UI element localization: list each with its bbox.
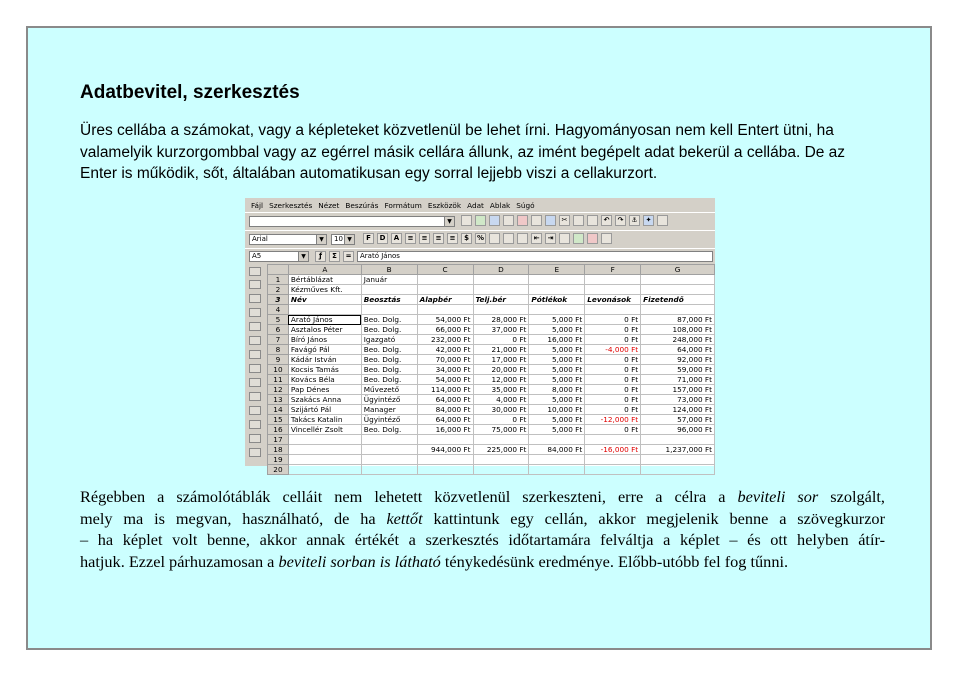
- table-row: [268, 325, 715, 335]
- search-icon[interactable]: [249, 364, 261, 373]
- cell[interactable]: 5,000 Ft: [529, 395, 585, 405]
- menu-item[interactable]: Szerkesztés: [269, 200, 313, 210]
- cell[interactable]: Kocsis Tamás: [288, 365, 361, 375]
- cell[interactable]: Kádár István: [288, 355, 361, 365]
- cell[interactable]: Beosztás: [361, 295, 417, 305]
- cell[interactable]: [585, 455, 641, 465]
- cell[interactable]: Január: [361, 275, 417, 285]
- cell[interactable]: 0 Ft: [585, 405, 641, 415]
- cell[interactable]: 28,000 Ft: [473, 315, 529, 325]
- cell[interactable]: [473, 285, 529, 295]
- cell[interactable]: [473, 465, 529, 475]
- row-header[interactable]: 4: [268, 305, 289, 315]
- cell[interactable]: 5,000 Ft: [529, 425, 585, 435]
- cell-reference: A5: [252, 252, 262, 260]
- column-header-row: [268, 265, 715, 275]
- column-header[interactable]: A: [288, 265, 361, 275]
- explanation-paragraph: [80, 486, 885, 572]
- cell[interactable]: 944,000 Ft: [417, 445, 473, 455]
- row-header[interactable]: 5: [268, 315, 289, 325]
- cell[interactable]: [473, 275, 529, 285]
- cell[interactable]: 20,000 Ft: [473, 365, 529, 375]
- cell[interactable]: 1,237,000 Ft: [641, 445, 715, 455]
- cell[interactable]: 232,000 Ft: [417, 335, 473, 345]
- cell[interactable]: [361, 305, 417, 315]
- table-row: [268, 385, 715, 395]
- table-row: [268, 455, 715, 465]
- cell[interactable]: 248,000 Ft: [641, 335, 715, 345]
- menu-item[interactable]: Formátum: [384, 200, 422, 210]
- intro-paragraph: Üres cellába a számokat, vagy a képleteket közvetlenül be lehet írni. Hagyományosan nem kell Entert ütni, ha valamelyik kurzorgombbal vagy az egérrel másik cellára állunk, az imént begépelt adat bekerül a cellába. De az Enter is működik, sőt, általában automatikusan egy sorral lejjebb viszi a cellakurzort.: [80, 122, 846, 182]
- cell[interactable]: Manager: [361, 405, 417, 415]
- cell[interactable]: [641, 275, 715, 285]
- cell[interactable]: Levonások: [585, 295, 641, 305]
- autospellcheck-icon[interactable]: [249, 350, 261, 359]
- cell[interactable]: Fizetendő: [641, 295, 715, 305]
- row-header[interactable]: 10: [268, 365, 289, 375]
- chevron-down-icon[interactable]: ▼: [316, 235, 326, 244]
- sheet-table: [267, 264, 715, 475]
- menu-item[interactable]: Fájl: [251, 200, 264, 210]
- cell[interactable]: Szakács Anna: [288, 395, 361, 405]
- cell[interactable]: -4,000 Ft: [585, 345, 641, 355]
- cell[interactable]: Pap Dénes: [288, 385, 361, 395]
- row-header[interactable]: 11: [268, 375, 289, 385]
- spreadsheet-screenshot: [245, 198, 715, 474]
- cut-icon[interactable]: ✂: [559, 215, 570, 226]
- cell[interactable]: 12,000 Ft: [473, 375, 529, 385]
- row-header[interactable]: 6: [268, 325, 289, 335]
- cell[interactable]: Beo. Dolg.: [361, 315, 417, 325]
- copy-icon[interactable]: [573, 215, 584, 226]
- menu-item[interactable]: Adat: [467, 200, 484, 210]
- tools-sidebar: [245, 264, 268, 466]
- table-row: [268, 395, 715, 405]
- cell[interactable]: Telj.bér: [473, 295, 529, 305]
- table-row: [268, 305, 715, 315]
- print-icon[interactable]: [531, 215, 542, 226]
- row-header[interactable]: 3: [268, 295, 289, 305]
- page-title: Adatbevitel, szerkesztés: [80, 82, 300, 103]
- row-header[interactable]: 12: [268, 385, 289, 395]
- cell[interactable]: -16,000 Ft: [585, 445, 641, 455]
- delete-decimal-icon[interactable]: [517, 233, 528, 244]
- cell[interactable]: 70,000 Ft: [417, 355, 473, 365]
- row-header[interactable]: 14: [268, 405, 289, 415]
- cell[interactable]: 5,000 Ft: [529, 315, 585, 325]
- edit-file-icon[interactable]: [461, 215, 472, 226]
- equals-icon[interactable]: =: [343, 251, 354, 262]
- cell[interactable]: 84,000 Ft: [529, 445, 585, 455]
- font-size-select[interactable]: [331, 234, 355, 245]
- decrease-indent-icon[interactable]: ⇤: [531, 233, 542, 244]
- cell[interactable]: Alapbér: [417, 295, 473, 305]
- cell[interactable]: 30,000 Ft: [473, 405, 529, 415]
- cell[interactable]: 5,000 Ft: [529, 365, 585, 375]
- cell[interactable]: [361, 285, 417, 295]
- function-wizard-icon[interactable]: ƒ: [315, 251, 326, 262]
- cell[interactable]: [288, 445, 361, 455]
- cell[interactable]: Művezető: [361, 385, 417, 395]
- formula-bar: [245, 248, 715, 265]
- table-row: [268, 425, 715, 435]
- cell[interactable]: 64,000 Ft: [417, 395, 473, 405]
- cell[interactable]: [361, 455, 417, 465]
- table-row: [268, 355, 715, 365]
- increase-indent-icon[interactable]: ⇥: [545, 233, 556, 244]
- row-header[interactable]: 8: [268, 345, 289, 355]
- cell[interactable]: [417, 465, 473, 475]
- font-size-value: 10: [334, 235, 343, 243]
- text-run: hatjuk. Ezzel párhuzamosan a: [80, 551, 279, 571]
- cell[interactable]: 0 Ft: [585, 355, 641, 365]
- cell[interactable]: Beo. Dolg.: [361, 325, 417, 335]
- cell[interactable]: 42,000 Ft: [417, 345, 473, 355]
- cell[interactable]: 73,000 Ft: [641, 395, 715, 405]
- insert-icon[interactable]: [249, 267, 261, 276]
- cell[interactable]: Pótlékok: [529, 295, 585, 305]
- row-header[interactable]: 2: [268, 285, 289, 295]
- emphasis-beviteli-sor: beviteli sor: [737, 487, 819, 506]
- cell[interactable]: [288, 435, 361, 445]
- cell[interactable]: 0 Ft: [585, 315, 641, 325]
- text-run: Régebben a számolótáblák celláit nem lehetett közvetlenül szerkeszteni, erre a célra a: [80, 487, 738, 506]
- cell[interactable]: 5,000 Ft: [529, 375, 585, 385]
- cell[interactable]: [585, 275, 641, 285]
- binoculars-icon[interactable]: [249, 378, 261, 387]
- pdf-icon[interactable]: [517, 215, 528, 226]
- cell[interactable]: Kézműves Kft.: [288, 285, 361, 295]
- cell[interactable]: 64,000 Ft: [641, 345, 715, 355]
- cell[interactable]: 0 Ft: [585, 375, 641, 385]
- column-header[interactable]: F: [585, 265, 641, 275]
- cell[interactable]: 124,000 Ft: [641, 405, 715, 415]
- cell[interactable]: Favágó Pál: [288, 345, 361, 355]
- paragraph-line-1: [80, 486, 885, 508]
- cell[interactable]: [585, 285, 641, 295]
- cell[interactable]: 92,000 Ft: [641, 355, 715, 365]
- paste-icon[interactable]: [587, 215, 598, 226]
- row-header[interactable]: 1: [268, 275, 289, 285]
- cell[interactable]: 5,000 Ft: [529, 325, 585, 335]
- cell[interactable]: [529, 465, 585, 475]
- cell[interactable]: 0 Ft: [585, 325, 641, 335]
- cell[interactable]: [641, 465, 715, 475]
- table-row: [268, 405, 715, 415]
- column-header[interactable]: C: [417, 265, 473, 275]
- underline-icon[interactable]: A: [391, 233, 402, 244]
- formatting-toolbar: [245, 230, 715, 249]
- cell[interactable]: [529, 275, 585, 285]
- cell[interactable]: Beo. Dolg.: [361, 365, 417, 375]
- column-header[interactable]: D: [473, 265, 529, 275]
- show-draw-functions-icon[interactable]: [601, 233, 612, 244]
- justify-icon[interactable]: ≡: [447, 233, 458, 244]
- add-decimal-icon[interactable]: [503, 233, 514, 244]
- cell[interactable]: 0 Ft: [473, 335, 529, 345]
- menu-item[interactable]: Beszúrás: [345, 200, 379, 210]
- save-icon[interactable]: [489, 215, 500, 226]
- table-row: [268, 415, 715, 425]
- cell[interactable]: 5,000 Ft: [529, 415, 585, 425]
- paragraph-line-3: [80, 529, 885, 551]
- menu-item[interactable]: Súgó: [516, 200, 535, 210]
- cell[interactable]: 64,000 Ft: [417, 415, 473, 425]
- font-color-icon[interactable]: [587, 233, 598, 244]
- cell[interactable]: Beo. Dolg.: [361, 355, 417, 365]
- text-run: mely ma is megvan, használható, de ha: [80, 508, 387, 528]
- cell[interactable]: [585, 465, 641, 475]
- table-row: [268, 345, 715, 355]
- cell[interactable]: 16,000 Ft: [529, 335, 585, 345]
- cell[interactable]: [529, 305, 585, 315]
- cell[interactable]: Arató János: [288, 315, 361, 325]
- table-row: [268, 365, 715, 375]
- paragraph-line-2: [80, 508, 885, 530]
- cell[interactable]: 4,000 Ft: [473, 395, 529, 405]
- insert-cells-icon[interactable]: [249, 280, 261, 289]
- text-run: ténykedésünk eredménye. Előbb-utóbb fel fog tűnni.: [440, 551, 789, 571]
- cell[interactable]: [641, 305, 715, 315]
- cell[interactable]: [641, 285, 715, 295]
- mail-icon[interactable]: [503, 215, 514, 226]
- cell[interactable]: [417, 285, 473, 295]
- paragraph-line-4: [80, 551, 885, 573]
- emphasis-beviteli-sorban: beviteli sorban is látható: [278, 551, 441, 571]
- autofilter-icon[interactable]: [249, 434, 261, 443]
- formula-value: Arató János: [360, 252, 400, 260]
- spellcheck-icon[interactable]: [545, 215, 556, 226]
- sort-az-icon[interactable]: [249, 448, 261, 457]
- standard-toolbar-icons: [461, 215, 668, 226]
- insert-chart-icon[interactable]: [249, 308, 261, 317]
- row-header[interactable]: 16: [268, 425, 289, 435]
- navigator-icon[interactable]: ✦: [643, 215, 654, 226]
- font-name-value: Arial: [252, 235, 268, 243]
- row-header[interactable]: 13: [268, 395, 289, 405]
- cell[interactable]: 0 Ft: [585, 335, 641, 345]
- font-name-select[interactable]: [249, 234, 327, 245]
- row-header[interactable]: 19: [268, 455, 289, 465]
- draw-functions-icon[interactable]: [249, 322, 261, 331]
- menu-bar: [245, 198, 715, 212]
- sort-ascending-icon[interactable]: [249, 406, 261, 415]
- cell[interactable]: [361, 465, 417, 475]
- menu-item[interactable]: Nézet: [318, 200, 340, 210]
- cell[interactable]: 35,000 Ft: [473, 385, 529, 395]
- cell[interactable]: [473, 435, 529, 445]
- table-row: [268, 315, 715, 325]
- cell[interactable]: Takács Katalin: [288, 415, 361, 425]
- sum-icon[interactable]: Σ: [329, 251, 340, 262]
- row-header[interactable]: 9: [268, 355, 289, 365]
- number-format-icon[interactable]: [489, 233, 500, 244]
- cell[interactable]: Igazgató: [361, 335, 417, 345]
- cell[interactable]: Szijártó Pál: [288, 405, 361, 415]
- column-header[interactable]: [268, 265, 289, 275]
- formula-input[interactable]: [357, 251, 713, 262]
- cell[interactable]: Kovács Béla: [288, 375, 361, 385]
- cell[interactable]: Beo. Dolg.: [361, 425, 417, 435]
- cell[interactable]: 16,000 Ft: [417, 425, 473, 435]
- percent-icon[interactable]: %: [476, 234, 484, 242]
- sheet-grid[interactable]: [267, 264, 715, 474]
- cell[interactable]: [529, 435, 585, 445]
- cell[interactable]: 157,000 Ft: [641, 385, 715, 395]
- cell[interactable]: 5,000 Ft: [529, 345, 585, 355]
- cell[interactable]: 37,000 Ft: [473, 325, 529, 335]
- text-run: – ha képlet volt benne, akkor annak értékét a szerkesztés időtartamára felváltja a képlet – és ott helyben átír-: [80, 530, 885, 549]
- cell[interactable]: Név: [288, 295, 361, 305]
- table-row: [268, 445, 715, 455]
- cell[interactable]: 75,000 Ft: [473, 425, 529, 435]
- chevron-down-icon[interactable]: ▼: [344, 235, 354, 244]
- cell[interactable]: [641, 455, 715, 465]
- emphasis-kettot: kettőt: [386, 508, 423, 528]
- filter-icon[interactable]: [249, 392, 261, 401]
- hyperlink-icon[interactable]: ⚓: [629, 215, 640, 226]
- cell[interactable]: 57,000 Ft: [641, 415, 715, 425]
- cell[interactable]: 87,000 Ft: [641, 315, 715, 325]
- cell[interactable]: 225,000 Ft: [473, 445, 529, 455]
- insert-object-icon[interactable]: [249, 294, 261, 303]
- cell[interactable]: [288, 465, 361, 475]
- undo-icon[interactable]: ↶: [601, 215, 612, 226]
- cell[interactable]: Bértáblázat: [288, 275, 361, 285]
- table-row: [268, 435, 715, 445]
- cell[interactable]: 21,000 Ft: [473, 345, 529, 355]
- row-header[interactable]: 7: [268, 335, 289, 345]
- table-row: [268, 295, 715, 305]
- currency-icon[interactable]: $: [461, 233, 472, 244]
- cell[interactable]: [417, 275, 473, 285]
- cell[interactable]: [417, 455, 473, 465]
- cell[interactable]: 114,000 Ft: [417, 385, 473, 395]
- italic-icon[interactable]: D: [377, 233, 388, 244]
- column-header[interactable]: E: [529, 265, 585, 275]
- cell[interactable]: -12,000 Ft: [585, 415, 641, 425]
- row-header[interactable]: 18: [268, 445, 289, 455]
- cell[interactable]: 54,000 Ft: [417, 375, 473, 385]
- standard-toolbar: [245, 212, 715, 231]
- cell[interactable]: [361, 445, 417, 455]
- cell[interactable]: 108,000 Ft: [641, 325, 715, 335]
- cell[interactable]: [529, 285, 585, 295]
- cell[interactable]: Beo. Dolg.: [361, 375, 417, 385]
- cell[interactable]: [529, 455, 585, 465]
- cell[interactable]: 5,000 Ft: [529, 355, 585, 365]
- cell[interactable]: 59,000 Ft: [641, 365, 715, 375]
- cell[interactable]: [473, 305, 529, 315]
- cell[interactable]: 10,000 Ft: [529, 405, 585, 415]
- chevron-down-icon[interactable]: ▼: [298, 252, 308, 261]
- table-row: [268, 335, 715, 345]
- row-header[interactable]: 17: [268, 435, 289, 445]
- cell[interactable]: Beo. Dolg.: [361, 345, 417, 355]
- sort-descending-icon[interactable]: [249, 420, 261, 429]
- edit-mode-icon[interactable]: [249, 336, 261, 345]
- redo-icon[interactable]: ↷: [615, 215, 626, 226]
- cell[interactable]: Bíró János: [288, 335, 361, 345]
- row-header[interactable]: 20: [268, 465, 289, 475]
- cell[interactable]: [417, 305, 473, 315]
- cell[interactable]: 0 Ft: [473, 415, 529, 425]
- cell[interactable]: [585, 305, 641, 315]
- cell[interactable]: 71,000 Ft: [641, 375, 715, 385]
- cell[interactable]: 84,000 Ft: [417, 405, 473, 415]
- cell[interactable]: 0 Ft: [585, 425, 641, 435]
- cell[interactable]: [417, 435, 473, 445]
- cell[interactable]: 66,000 Ft: [417, 325, 473, 335]
- cell[interactable]: [473, 455, 529, 465]
- chevron-down-icon[interactable]: ▼: [444, 217, 454, 226]
- formula-bar-icons: [315, 251, 354, 262]
- cell[interactable]: [361, 435, 417, 445]
- align-right-icon[interactable]: ≡: [433, 233, 444, 244]
- cell[interactable]: Asztalos Péter: [288, 325, 361, 335]
- cell[interactable]: 8,000 Ft: [529, 385, 585, 395]
- column-header[interactable]: B: [361, 265, 417, 275]
- cell[interactable]: 54,000 Ft: [417, 315, 473, 325]
- menu-item[interactable]: Eszközök: [427, 200, 462, 210]
- column-header[interactable]: G: [641, 265, 715, 275]
- gallery-icon[interactable]: [657, 215, 668, 226]
- align-left-icon[interactable]: ≡: [405, 233, 416, 244]
- cell[interactable]: [288, 305, 361, 315]
- cell[interactable]: 0 Ft: [585, 365, 641, 375]
- cell[interactable]: 34,000 Ft: [417, 365, 473, 375]
- formatting-toolbar-icons: [363, 233, 612, 244]
- align-center-icon[interactable]: ≡: [419, 233, 430, 244]
- table-row: [268, 465, 715, 475]
- row-header[interactable]: 15: [268, 415, 289, 425]
- text-run: szolgált,: [818, 487, 885, 506]
- borders-icon[interactable]: [559, 233, 570, 244]
- menu-item[interactable]: Ablak: [489, 200, 511, 210]
- cell[interactable]: 96,000 Ft: [641, 425, 715, 435]
- text-run: kattintunk egy cellán, akkor megjelenik benne a szövegkurzor: [422, 508, 885, 528]
- url-combo[interactable]: [249, 216, 455, 227]
- cell[interactable]: Ügyintéző: [361, 415, 417, 425]
- cell[interactable]: [641, 435, 715, 445]
- cell[interactable]: Vincellér Zsolt: [288, 425, 361, 435]
- bold-icon[interactable]: F: [363, 233, 374, 244]
- cell[interactable]: 0 Ft: [585, 395, 641, 405]
- table-row: [268, 285, 715, 295]
- name-box[interactable]: [249, 251, 309, 262]
- cell[interactable]: 0 Ft: [585, 385, 641, 395]
- cell[interactable]: [288, 455, 361, 465]
- cell[interactable]: 17,000 Ft: [473, 355, 529, 365]
- table-row: [268, 375, 715, 385]
- table-row: [268, 275, 715, 285]
- background-color-icon[interactable]: [573, 233, 584, 244]
- cell[interactable]: Ügyintéző: [361, 395, 417, 405]
- open-folder-icon[interactable]: [475, 215, 486, 226]
- cell[interactable]: [585, 435, 641, 445]
